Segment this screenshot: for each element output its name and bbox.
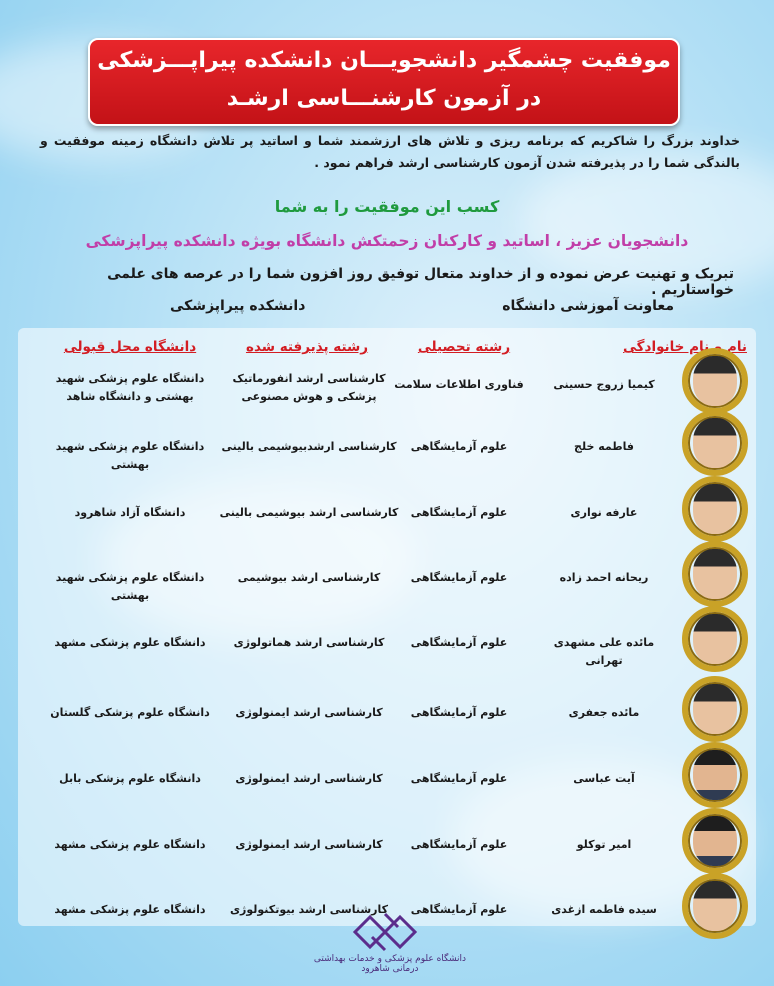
table-row <box>0 808 774 851</box>
student-field: علوم آزمایشگاهی <box>410 571 508 584</box>
student-name: امیر توکلو <box>576 838 632 851</box>
header-admitted: رشته پذیرفته شده <box>245 339 369 355</box>
admitted-program: کارشناسی ارشد ایمنولوژی <box>235 706 383 719</box>
admitted-program: کارشناسی ارشد بیوتکنولوژی <box>229 903 389 916</box>
table-row <box>0 410 774 471</box>
header-field: رشته تحصیلی <box>417 339 511 355</box>
portrait-icon <box>693 816 737 866</box>
admitted-program: کارشناسی ارشد انفورماتیک پزشکی و هوش مصنوعی <box>232 372 386 403</box>
student-photo-avatar <box>682 676 748 742</box>
logo-caption: دانشگاه علوم پزشکی و خدمات بهداشتی درمانی شاهرود <box>313 954 467 974</box>
portrait-icon <box>693 356 737 406</box>
student-photo-avatar <box>682 742 748 808</box>
portrait-icon <box>693 614 737 664</box>
student-photo-avatar <box>682 410 748 476</box>
header-name: نام و نام خانوادگی <box>623 339 747 355</box>
portrait-icon <box>693 418 737 468</box>
student-field: علوم آزمایشگاهی <box>410 636 508 649</box>
table-row <box>0 476 774 519</box>
admitted-program: کارشناسی ارشد هماتولوژی <box>233 636 385 649</box>
student-name: عارفه نواری <box>570 506 638 519</box>
admitted-university: دانشگاه علوم پزشکی بابل <box>59 772 201 785</box>
highlight-magenta: دانشجویان عزیز ، اساتید و کارکنان زحمتکش دانشگاه بویژه دانشکده پیراپزشکی <box>85 232 689 250</box>
student-field: علوم آزمایشگاهی <box>410 706 508 719</box>
table-row <box>0 606 774 667</box>
highlight-green: کسب این موفقیت را به شما <box>274 197 500 216</box>
admitted-university: دانشگاه علوم پزشکی شهید بهشتی <box>55 571 205 602</box>
banner-title-line1: موفقیت چشمگیر دانشجویـــان دانشکده پیراپـــزشکی <box>97 48 671 73</box>
university-logo-icon <box>350 912 420 952</box>
congrats-text: تبریک و تهنیت عرض نموده و از خداوند متعال توفیق روز افزون شما را در عرصه های علمی خواستاریم . <box>107 266 734 298</box>
admitted-program: کارشناسی ارشد بیوشیمی بالینی <box>219 506 399 519</box>
title-banner <box>88 38 680 126</box>
student-field: علوم آزمایشگاهی <box>410 506 508 519</box>
admitted-program: کارشناسی ارشدبیوشیمی بالینی <box>221 440 397 453</box>
student-field: علوم آزمایشگاهی <box>410 440 508 453</box>
signature-left: دانشکده پیراپزشکی <box>170 298 306 314</box>
student-name: آیت عباسی <box>573 772 635 785</box>
student-field: فناوری اطلاعات سلامت <box>394 378 524 391</box>
student-photo-avatar <box>682 873 748 939</box>
portrait-icon <box>693 750 737 800</box>
student-name: کیمیا زروج حسینی <box>553 378 655 391</box>
student-field: علوم آزمایشگاهی <box>410 772 508 785</box>
table-row <box>0 348 774 403</box>
student-photo-avatar <box>682 476 748 542</box>
admitted-program: کارشناسی ارشد ایمنولوژی <box>235 838 383 851</box>
student-name: فاطمه خلج <box>574 440 634 453</box>
admitted-program: کارشناسی ارشد ایمنولوژی <box>235 772 383 785</box>
student-name: سیده فاطمه ازغدی <box>551 903 657 916</box>
student-photo-avatar <box>682 606 748 672</box>
table-row <box>0 742 774 785</box>
table-row <box>0 541 774 602</box>
student-photo-avatar <box>682 541 748 607</box>
student-name: مائده علی مشهدی تهرانی <box>553 636 655 667</box>
student-field: علوم آزمایشگاهی <box>410 903 508 916</box>
portrait-icon <box>693 484 737 534</box>
banner-title-line2: در آزمون کارشنـــاسی ارشـد <box>226 86 542 111</box>
table-row <box>0 873 774 916</box>
admitted-program: کارشناسی ارشد بیوشیمی <box>237 571 381 584</box>
table-row <box>0 676 774 719</box>
admitted-university: دانشگاه آزاد شاهرود <box>74 506 186 519</box>
admitted-university: دانشگاه علوم پزشکی مشهد <box>54 838 206 851</box>
signature-right: معاونت آموزشی دانشگاه <box>502 298 674 314</box>
portrait-icon <box>693 684 737 734</box>
header-university: دانشگاه محل قبولی <box>63 339 197 355</box>
student-name: مائده جعفری <box>568 706 640 719</box>
admitted-university: دانشگاه علوم پزشکی شهید بهشتی <box>55 440 205 471</box>
admitted-university: دانشگاه علوم پزشکی گلستان <box>50 706 210 719</box>
admitted-university: دانشگاه علوم پزشکی شهید بهشتی و دانشگاه شاهد <box>55 372 205 403</box>
admitted-university: دانشگاه علوم پزشکی مشهد <box>54 636 206 649</box>
student-field: علوم آزمایشگاهی <box>410 838 508 851</box>
student-photo-avatar <box>682 348 748 414</box>
portrait-icon <box>693 549 737 599</box>
admitted-university: دانشگاه علوم پزشکی مشهد <box>54 903 206 916</box>
portrait-icon <box>693 881 737 931</box>
student-name: ریحانه احمد زاده <box>559 571 649 584</box>
student-photo-avatar <box>682 808 748 874</box>
intro-paragraph: خداوند بزرگ را شاکریم که برنامه ریزی و تلاش های ارزشمند شما و اساتید پر تلاش دانشگاه زمینه موفقیت و بالندگی شما را در پذیرفته شدن آزمون کارشناسی ارشد فراهم نمود . <box>40 133 740 170</box>
